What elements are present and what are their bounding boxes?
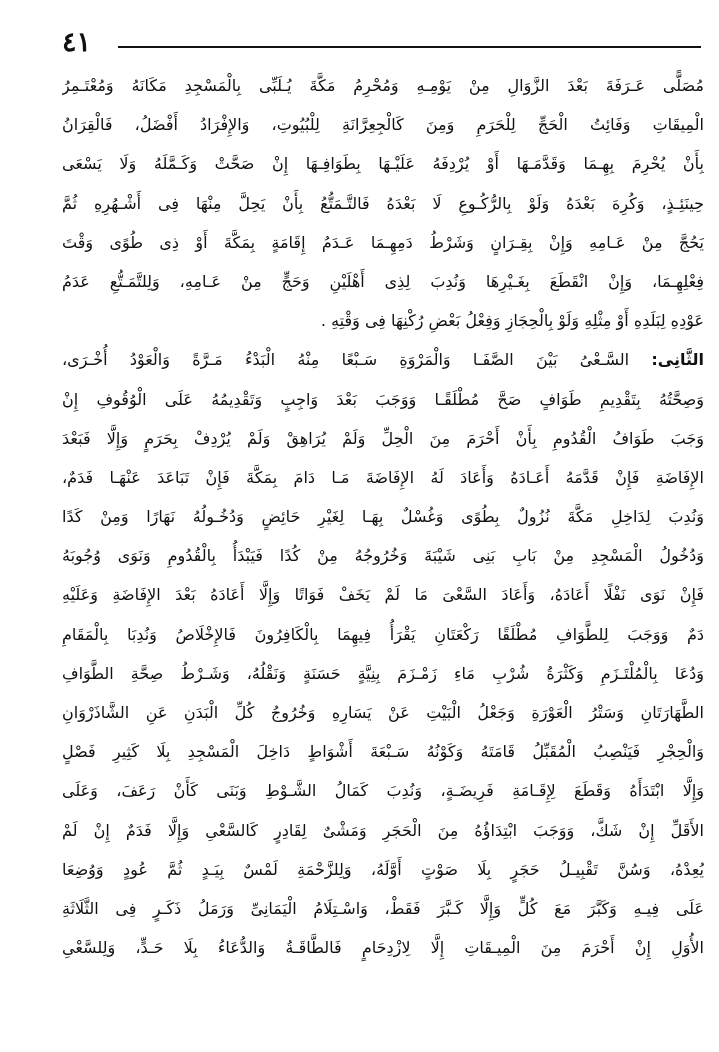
line-text: وَإِلَّا ابْتَدَأَهُ وَقَطَعَ لِإِقَـامَةِ فَرِيضَـةٍ، وَنُدِبَ كَمَالُ الشَّـوْطِ وَبَنَى كَأَنْ رَعَفَ، وَعَلَى	[62, 781, 704, 801]
line-text: وَدُعَا بِالْمُلْتَـزَمِ وَكَثْرَةُ شُرْبِ مَاءِ زَمْـزَمَ بِنِيَّةٍ حَسَنَةٍ وَنَقْلُهُ، وَشَـرْطُ صِحَّةِ الطَّوَافِ	[62, 663, 704, 683]
line-text: مُصَلًّى عَـرَفَةَ بَعْدَ الزَّوَالِ مِنْ يَوْمِـهِ وَمُحْرِمُ مَكَّةَ يُـلَبِّى بِالْمَسْجِدِ مَكَانَهُ وَمُعْتَـمِرُ	[62, 76, 704, 95]
line-text: الطَّهَارَتَانِ وَسَتْرُ الْعَوْرَةِ وَجَعْلُ الْبَيْتِ عَنْ يَسَارِهِ وَخُرُوجُ كُلِّ الْبَدَنِ عَنِ الشَّاذَرْوَانِ	[62, 703, 704, 722]
body-text	[62, 66, 704, 967]
line-text: الإِفَاضَةِ فَإِنْ قَدَّمَهُ أَعَـادَهُ وَأَعَادَ لَهُ الإِفَاضَةَ مَـا دَامَ بِمَكَّةَ فَإِنْ تَبَاعَدَ عَنْهَـا فَدَمٌ،	[62, 467, 704, 487]
text-line	[62, 575, 704, 614]
text-line	[62, 497, 704, 536]
line-text: حِينَئِـذٍ، وَكُرِهَ بَعْدَهُ وَلَوْ بِالرُّكُـوعِ لَا بَعْدَهُ فَالتَّـمَتُّعُ بِأَنْ يَحِلَّ مِنْهَا فِى أَشْـهُرِهِ ثُمَّ	[62, 193, 704, 213]
line-text: الأُوَلِ إِنْ أَحْرَمَ مِنَ الْمِيـقَاتِ إِلَّا لِازْدِحَامٍ فَالطَّاقَـةُ وَالدُّعَاءُ بِلَا حَـدٍّ، وَلِلسَّعْىِ	[62, 938, 704, 958]
line-text: وَنُدِبَ لِدَاخِلِ مَكَّةَ نُزُولٌ بِطُوًى وَغُسْلٌ بِهَـا لِغَيْرِ حَائِضٍ وَدُخُـولُهُ نَهَارًا وَمِنْ كَدًا	[62, 507, 704, 527]
text-line	[62, 615, 704, 654]
line-text: فَإِنْ نَوَى نَفْلًا أَعَادَهُ، وَأَعَادَ السَّعْىَ مَا لَمْ يَخَفْ فَوَاتًا وَإِلَّا أَعَادَهُ بَعْدَ الإِفَاضَةِ وَعَلَيْهِ	[62, 585, 704, 605]
line-text: يُعِدْهُ، وَسُنَّ تَقْبِيـلُ حَجَرٍ بِلَا صَوْتٍ أَوَّلَهُ، وَلِلزَّحْمَةِ لَمْسٌ بِيَـدٍ ثُمَّ عُودٍ وَوُضِعَا	[62, 859, 704, 879]
page-header	[62, 26, 701, 62]
line-text: وَدُخُولُ الْمَسْجِدِ مِنْ بَابِ بَنِى شَيْبَةَ وَخُرُوجُهُ مِنْ كُدًا فَيَبْدَأُ بِالْقُدُومِ وَنَوَى وُجُوبَهُ	[62, 546, 704, 566]
line-text: دَمٌ وَوَجَبَ لِلطَّوَافِ مُطْلَقًا رَكْعَتَانِ يَقْرَأُ فِيهِمَا بِالْكَافِرُونَ فَالإِخْلَاصُ وَنُدِبَا بِالْمَقَامِ	[62, 624, 704, 644]
line-text: بِأَنْ يُحْرِمَ بِهِـمَا وَقَدَّمَـهَا أَوْ يُرْدِفَهُ عَلَيْـهَا بِطَوَافِـهَا إِنْ صَحَّتْ وَكَـمَّلَهُ وَلَا يَسْعَى	[62, 154, 704, 174]
text-line	[62, 811, 704, 850]
text-line	[62, 105, 704, 144]
line-text: وَصِحَّتُهُ بِتَقْدِيمِ طَوَافٍ صَحَّ مُطْلَقًـا وَوَجَبَ بَعْدَ وَاجِبٍ وَتَقْدِيمُهُ عَلَى الْوُقُوفِ إِنْ	[62, 389, 704, 409]
section-heading: الثَّانِى:	[651, 350, 704, 370]
line-text: الْمِيقَاتِ وَفَائِتُ الْحَجِّ لِلْحَرَمِ وَمِنَ كَالْجِعِرَّانَةِ لِلْبُيُوتِ، وَالإِفْرَادُ أَفْضَلُ، فَالْقِرَانُ	[62, 115, 704, 135]
text-line	[62, 144, 704, 183]
text-line	[62, 654, 704, 693]
text-line	[62, 301, 704, 340]
text-line	[62, 850, 704, 889]
text-line	[62, 380, 704, 419]
line-text: عَوْدِهِ لِبَلَدِهِ أَوْ مِثْلِهِ وَلَوْ بِالْحِجَازِ وَفِعْلُ بَعْضِ رُكْنِهَا فِى وَقْتِهِ .	[320, 311, 704, 331]
header-rule	[118, 46, 701, 48]
text-line	[62, 223, 704, 262]
line-text: فِعْلِهِـمَا، وَإِنْ انْقَطَعَ بِغَـيْرِهَا وَنُدِبَ لِذِى أَهْلَيْنِ وَحَجٍّ مِنْ عَـامِهِ، وَلِلتَّمَـتُّعِ عَدَمُ	[62, 271, 704, 291]
line-text: يَحُجَّ مِنْ عَـامِهِ وَإِنْ بِقِـرَانٍ وَشَرْطُ دَمِهِـمَا عَـدَمُ إِقَامَةٍ بِمَكَّةَ أَوْ ذِى طُوًى وَقْتَ	[62, 232, 704, 252]
text-line	[62, 771, 704, 810]
line-text: وَجَبَ طَوَافُ الْقُدُومِ بِأَنْ أَحْرَمَ مِنَ الْحِلِّ وَلَمْ يُرَاهِقْ وَلَمْ يُرْدِفْ بِحَرَمٍ وَإِلَّا فَبَعْدَ	[62, 428, 704, 448]
line-text: السَّـعْىُ بَيْنَ الصَّفَـا وَالْمَرْوَةِ سَـبْعًا مِنْهُ الْبَدْءُ مَـرَّةً وَالْعَوْدُ أُخْـرَى،	[62, 350, 652, 370]
text-line	[62, 184, 704, 223]
line-text: وَالْحِجْرِ فَيَنْصِبُ الْمُقَبِّلُ قَامَتَهُ وَكَوْنُهُ سَـبْعَةَ أَشْوَاطٍ دَاخِلَ الْمَسْجِدِ بِلَا كَثِيرِ فَصْلٍ	[62, 742, 704, 762]
text-line	[62, 928, 704, 967]
text-line	[62, 66, 704, 105]
text-line	[62, 340, 704, 379]
line-text: عَلَى فِيـهِ وَكَبَّرَ مَعَ كُلٍّ وَإِلَّا كَـبَّرَ فَقَطْ، وَاسْـتِلَامُ الْيَمَانِىِّ وَرَمَلُ ذَكَـرٍ فِى الثَّلَاثَةِ	[62, 898, 704, 918]
text-line	[62, 458, 704, 497]
text-line	[62, 536, 704, 575]
text-line	[62, 732, 704, 771]
page-number: ٤١	[62, 27, 92, 58]
text-line	[62, 419, 704, 458]
line-text: الأَقَلِّ إِنْ شَكَّ، وَوَجَبَ ابْتِدَاؤُهُ مِنَ الْحَجَرِ وَمَشْىٌ لِقَادِرٍ كَالسَّعْىِ وَإِلَّا فَدَمٌ إِنْ لَمْ	[62, 820, 704, 840]
text-line	[62, 693, 704, 732]
text-line	[62, 889, 704, 928]
text-line	[62, 262, 704, 301]
